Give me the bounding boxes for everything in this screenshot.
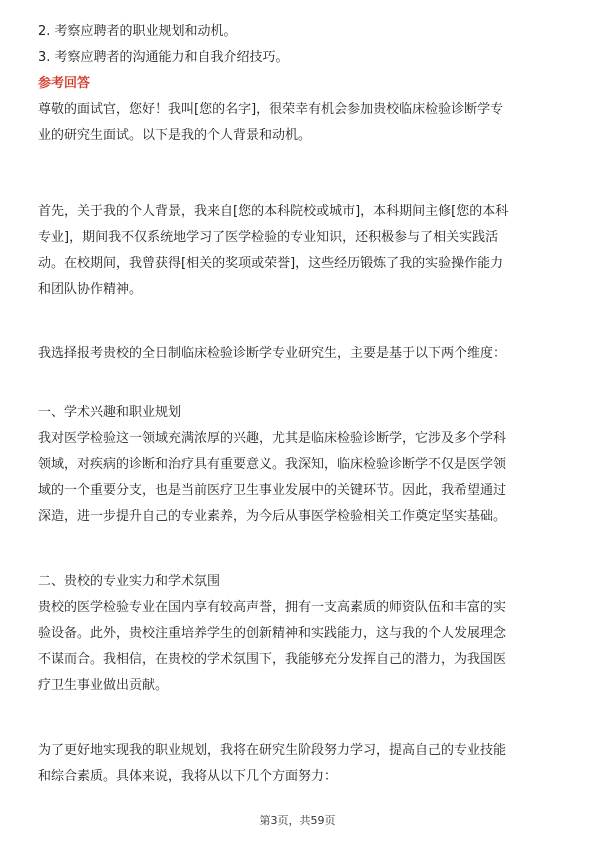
- list-item: 3. 考察应聘者的沟通能力和自我介绍技巧。: [38, 50, 289, 65]
- paragraph-line: 我选择报考贵校的全日制临床检验诊断学专业研究生，主要是基于以下两个维度：: [38, 346, 507, 361]
- paragraph-line: 验设备。此外，贵校注重培养学生的创新精神和实践能力，这与我的个人发展理念: [38, 626, 507, 641]
- answer-heading: 参考回答: [38, 76, 91, 91]
- paragraph-line: 动。在校期间，我曾获得[相关的奖项或荣誉]，这些经历锻炼了我的实验操作能力: [38, 256, 504, 271]
- paragraph-line: 不谋而合。我相信，在贵校的学术氛围下，我能够充分发挥自己的潜力，为我国医: [38, 652, 507, 667]
- question-list: [38, 19, 564, 149]
- paragraph-line: 和团队协作精神。: [38, 282, 143, 297]
- paragraph-line: 深造，进一步提升自己的专业素养，为今后从事医学检验相关工作奠定坚实基础。: [38, 509, 507, 524]
- page-number: 第3页，共59页: [259, 814, 336, 827]
- section-title: 二、贵校的专业实力和学术氛围: [38, 574, 221, 589]
- paragraph-line: 领域，对疾病的诊断和治疗具有重要意义。我深知，临床检验诊断学不仅是医学领: [38, 457, 507, 472]
- intro-line: 业的研究生面试。以下是我的个人背景和动机。: [38, 128, 312, 143]
- paragraph-line: 和综合素质。具体来说，我将从以下几个方面努力：: [38, 769, 338, 784]
- paragraph-line: 贵校的医学检验专业在国内享有较高声誉，拥有一支高素质的师资队伍和丰富的实: [38, 600, 507, 615]
- paragraph-line: 疗卫生事业做出贡献。: [38, 678, 169, 693]
- paragraph-line: 为了更好地实现我的职业规划，我将在研究生阶段努力学习，提高自己的专业技能: [38, 743, 507, 758]
- section-school-strength: [38, 569, 564, 699]
- intro-line: 尊敬的面试官，您好！我叫[您的名字]，很荣幸有机会参加贵校临床检验诊断学专: [38, 102, 504, 117]
- section-title: 一、学术兴趣和职业规划: [38, 405, 182, 420]
- paragraph-line: 域的一个重要分支，也是当前医疗卫生事业发展中的关键环节。因此，我希望通过: [38, 483, 507, 498]
- section-academic-interest: [38, 400, 564, 530]
- paragraph-line: 首先，关于我的个人背景，我来自[您的本科院校或城市]，本科期间主修[您的本科: [38, 204, 509, 219]
- background-paragraph: [38, 199, 564, 303]
- paragraph-line: 我对医学检验这一领域充满浓厚的兴趣，尤其是临床检验诊断学，它涉及多个学科: [38, 431, 507, 446]
- paragraph-line: 专业]，期间我不仅系统地学习了医学检验的专业知识，还积极参与了相关实践活: [38, 230, 499, 245]
- list-item: 2. 考察应聘者的职业规划和动机。: [38, 24, 237, 39]
- plan-paragraph: [38, 738, 564, 790]
- dimensions-intro: [38, 341, 564, 367]
